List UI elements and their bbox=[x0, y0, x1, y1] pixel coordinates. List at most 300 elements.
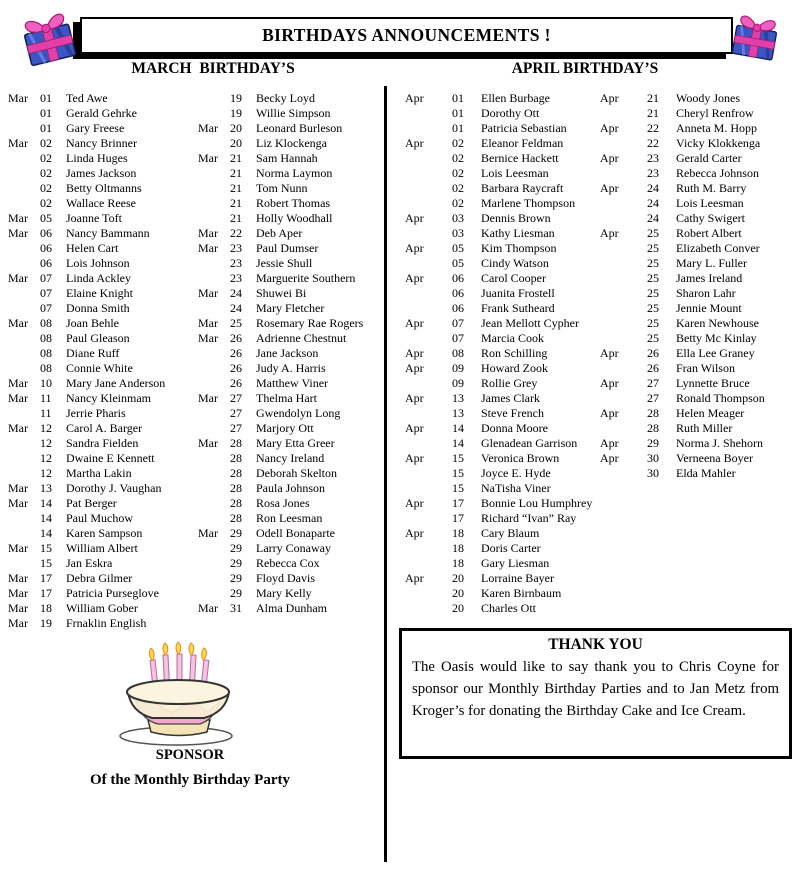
person-name: Marjory Ott bbox=[256, 421, 314, 435]
person-name: Rosemary Rae Rogers bbox=[256, 316, 364, 330]
person-name: Patricia Purseglove bbox=[66, 586, 159, 600]
day-number: 13 bbox=[452, 391, 464, 405]
birthday-row bbox=[600, 421, 798, 436]
day-number: 02 bbox=[452, 196, 464, 210]
birthday-row bbox=[600, 271, 798, 286]
gift-icon bbox=[724, 4, 788, 68]
month-label bbox=[198, 106, 230, 121]
day-number: 20 bbox=[230, 136, 242, 150]
day-number: 29 bbox=[230, 526, 242, 540]
day-number: 09 bbox=[452, 376, 464, 390]
person-name: Marlene Thompson bbox=[481, 196, 576, 210]
day-number: 02 bbox=[40, 151, 52, 165]
birthday-row bbox=[198, 211, 384, 226]
day-number: 26 bbox=[230, 346, 242, 360]
day-number: 12 bbox=[40, 436, 52, 450]
day-number: 12 bbox=[40, 451, 52, 465]
birthday-row bbox=[600, 181, 798, 196]
birthday-row bbox=[405, 121, 599, 136]
month-label bbox=[405, 196, 452, 211]
month-label: Mar bbox=[198, 151, 218, 165]
day-number: 25 bbox=[647, 286, 659, 300]
month-label bbox=[8, 181, 40, 196]
birthday-row bbox=[600, 256, 798, 271]
day-number: 02 bbox=[452, 136, 464, 150]
month-label: Apr bbox=[405, 391, 424, 405]
birthday-row bbox=[405, 481, 599, 496]
person-name: Gary Liesman bbox=[481, 556, 550, 570]
person-name: Donna Smith bbox=[66, 301, 130, 315]
person-name: Nancy Brinner bbox=[66, 136, 137, 150]
day-number: 26 bbox=[647, 361, 659, 375]
title-banner bbox=[80, 17, 733, 54]
day-number: 05 bbox=[452, 241, 464, 255]
birthday-row bbox=[405, 406, 599, 421]
birthday-row bbox=[8, 121, 198, 136]
person-name: Lynnette Bruce bbox=[676, 376, 750, 390]
birthday-row bbox=[198, 346, 384, 361]
day-number: 01 bbox=[40, 121, 52, 135]
day-number: 08 bbox=[40, 361, 52, 375]
birthday-row bbox=[8, 421, 198, 436]
person-name: Floyd Davis bbox=[256, 571, 316, 585]
month-label bbox=[600, 466, 647, 481]
birthday-row bbox=[8, 91, 198, 106]
month-label bbox=[198, 496, 230, 511]
person-name: Mary Jane Anderson bbox=[66, 376, 166, 390]
month-label bbox=[8, 556, 40, 571]
month-label bbox=[600, 271, 647, 286]
day-number: 25 bbox=[647, 241, 659, 255]
person-name: Norma J. Shehorn bbox=[676, 436, 763, 450]
birthday-row bbox=[405, 301, 599, 316]
month-label bbox=[405, 586, 452, 601]
day-number: 06 bbox=[40, 256, 52, 270]
month-label bbox=[198, 541, 230, 556]
day-number: 02 bbox=[452, 166, 464, 180]
month-label bbox=[198, 166, 230, 181]
day-number: 21 bbox=[230, 211, 242, 225]
birthday-row bbox=[198, 136, 384, 151]
person-name: Rosa Jones bbox=[256, 496, 310, 510]
month-label: Mar bbox=[8, 586, 28, 600]
day-number: 27 bbox=[647, 391, 659, 405]
person-name: Doris Carter bbox=[481, 541, 541, 555]
day-number: 25 bbox=[647, 256, 659, 270]
birthday-row bbox=[8, 346, 198, 361]
person-name: Deborah Skelton bbox=[256, 466, 337, 480]
person-name: Helen Cart bbox=[66, 241, 119, 255]
day-number: 14 bbox=[452, 436, 464, 450]
month-label bbox=[405, 481, 452, 496]
person-name: Debra Gilmer bbox=[66, 571, 133, 585]
birthday-row bbox=[8, 556, 198, 571]
day-number: 11 bbox=[40, 391, 52, 405]
day-number: 18 bbox=[452, 541, 464, 555]
birthday-row bbox=[405, 526, 599, 541]
birthday-row bbox=[198, 421, 384, 436]
month-label bbox=[405, 301, 452, 316]
person-name: Wallace Reese bbox=[66, 196, 136, 210]
person-name: Joanne Toft bbox=[66, 211, 122, 225]
day-number: 12 bbox=[40, 466, 52, 480]
birthday-row bbox=[405, 466, 599, 481]
month-label bbox=[198, 346, 230, 361]
person-name: Glenadean Garrison bbox=[481, 436, 578, 450]
month-label bbox=[198, 586, 230, 601]
person-name: James Clark bbox=[481, 391, 540, 405]
person-name: Cheryl Renfrow bbox=[676, 106, 754, 120]
month-label bbox=[8, 286, 40, 301]
month-label bbox=[600, 196, 647, 211]
person-name: Cathy Swigert bbox=[676, 211, 745, 225]
month-label bbox=[8, 151, 40, 166]
month-label: Mar bbox=[8, 316, 28, 330]
birthday-row bbox=[600, 316, 798, 331]
person-name: Ellen Burbage bbox=[481, 91, 550, 105]
birthday-row bbox=[198, 406, 384, 421]
birthday-row bbox=[405, 151, 599, 166]
month-label bbox=[600, 106, 647, 121]
birthday-row bbox=[600, 286, 798, 301]
month-label bbox=[198, 466, 230, 481]
page-title: BIRTHDAYS ANNOUNCEMENTS ! bbox=[262, 25, 551, 45]
birthday-row bbox=[198, 196, 384, 211]
birthday-row bbox=[198, 556, 384, 571]
birthday-row bbox=[198, 256, 384, 271]
day-number: 07 bbox=[40, 286, 52, 300]
day-number: 26 bbox=[230, 361, 242, 375]
day-number: 24 bbox=[230, 286, 242, 300]
thank-you-body: The Oasis would like to say thank you to Chris Coyne for sponsor our Monthly Birthday Parties and to Jan Metz from Kroger’s for donating the Birthday Cake and Ice Cream. bbox=[412, 659, 779, 719]
birthday-row bbox=[405, 256, 599, 271]
day-number: 22 bbox=[647, 121, 659, 135]
birthday-row bbox=[198, 481, 384, 496]
birthday-row bbox=[405, 196, 599, 211]
birthday-row bbox=[8, 151, 198, 166]
month-label: Apr bbox=[405, 526, 424, 540]
day-number: 05 bbox=[452, 256, 464, 270]
birthday-row bbox=[8, 316, 198, 331]
day-number: 07 bbox=[452, 331, 464, 345]
month-label bbox=[600, 256, 647, 271]
birthday-row bbox=[405, 571, 599, 586]
person-name: NaTisha Viner bbox=[481, 481, 551, 495]
person-name: Bernice Hackett bbox=[481, 151, 559, 165]
month-label: Mar bbox=[198, 391, 218, 405]
day-number: 27 bbox=[230, 406, 242, 420]
person-name: Patricia Sebastian bbox=[481, 121, 567, 135]
thank-you-box bbox=[399, 628, 792, 759]
birthday-row bbox=[405, 211, 599, 226]
month-label bbox=[198, 181, 230, 196]
day-number: 24 bbox=[647, 211, 659, 225]
month-label bbox=[8, 466, 40, 481]
day-number: 06 bbox=[452, 271, 464, 285]
birthday-row bbox=[198, 361, 384, 376]
person-name: Cindy Watson bbox=[481, 256, 549, 270]
month-label bbox=[405, 511, 452, 526]
birthday-row bbox=[405, 166, 599, 181]
person-name: Rebecca Cox bbox=[256, 556, 320, 570]
month-label: Mar bbox=[198, 601, 218, 615]
birthday-row bbox=[198, 541, 384, 556]
month-label bbox=[198, 451, 230, 466]
birthday-row bbox=[198, 286, 384, 301]
day-number: 21 bbox=[647, 106, 659, 120]
month-label: Mar bbox=[8, 91, 28, 105]
person-name: Jerrie Pharis bbox=[66, 406, 126, 420]
birthday-row bbox=[198, 571, 384, 586]
month-label: Mar bbox=[8, 391, 28, 405]
person-name: Becky Loyd bbox=[256, 91, 315, 105]
month-label: Apr bbox=[600, 226, 619, 240]
month-label bbox=[600, 316, 647, 331]
day-number: 15 bbox=[452, 451, 464, 465]
person-name: Mary Fletcher bbox=[256, 301, 325, 315]
person-name: Verneena Boyer bbox=[676, 451, 753, 465]
birthday-row bbox=[8, 301, 198, 316]
birthday-row bbox=[405, 136, 599, 151]
month-label: Mar bbox=[8, 541, 28, 555]
birthday-row bbox=[600, 151, 798, 166]
day-number: 28 bbox=[230, 511, 242, 525]
birthday-row bbox=[405, 241, 599, 256]
month-label: Mar bbox=[198, 121, 218, 135]
day-number: 11 bbox=[40, 406, 52, 420]
month-label bbox=[198, 376, 230, 391]
person-name: Nancy Ireland bbox=[256, 451, 325, 465]
month-label bbox=[600, 211, 647, 226]
day-number: 06 bbox=[40, 241, 52, 255]
person-name: Judy A. Harris bbox=[256, 361, 326, 375]
person-name: Rollie Grey bbox=[481, 376, 538, 390]
day-number: 30 bbox=[647, 466, 659, 480]
april-birthday-list-2 bbox=[600, 91, 798, 481]
day-number: 19 bbox=[230, 91, 242, 105]
birthday-row bbox=[198, 121, 384, 136]
month-label bbox=[8, 106, 40, 121]
birthday-row bbox=[198, 331, 384, 346]
birthday-row bbox=[600, 361, 798, 376]
person-name: Mary Etta Greer bbox=[256, 436, 335, 450]
person-name: Ron Schilling bbox=[481, 346, 548, 360]
birthday-row bbox=[198, 586, 384, 601]
day-number: 19 bbox=[40, 616, 52, 630]
person-name: Sam Hannah bbox=[256, 151, 318, 165]
day-number: 25 bbox=[647, 316, 659, 330]
person-name: Odell Bonaparte bbox=[256, 526, 335, 540]
day-number: 27 bbox=[230, 421, 242, 435]
month-label: Apr bbox=[405, 346, 424, 360]
month-label bbox=[405, 151, 452, 166]
day-number: 01 bbox=[452, 106, 464, 120]
birthday-row bbox=[198, 466, 384, 481]
birthday-row bbox=[405, 226, 599, 241]
person-name: Kim Thompson bbox=[481, 241, 557, 255]
person-name: Helen Meager bbox=[676, 406, 745, 420]
month-label bbox=[8, 256, 40, 271]
birthday-row bbox=[405, 316, 599, 331]
person-name: Frnaklin English bbox=[66, 616, 147, 630]
person-name: William Gober bbox=[66, 601, 138, 615]
month-label bbox=[405, 181, 452, 196]
day-number: 22 bbox=[647, 136, 659, 150]
person-name: Ruth Miller bbox=[676, 421, 733, 435]
person-name: Karen Birnbaum bbox=[481, 586, 562, 600]
month-label: Apr bbox=[405, 136, 424, 150]
person-name: Matthew Viner bbox=[256, 376, 329, 390]
day-number: 23 bbox=[647, 151, 659, 165]
birthday-row bbox=[600, 346, 798, 361]
person-name: Barbara Raycraft bbox=[481, 181, 564, 195]
day-number: 01 bbox=[452, 121, 464, 135]
birthday-row bbox=[405, 496, 599, 511]
month-label bbox=[8, 301, 40, 316]
birthday-row bbox=[405, 346, 599, 361]
day-number: 08 bbox=[40, 331, 52, 345]
day-number: 29 bbox=[230, 571, 242, 585]
person-name: Carol Cooper bbox=[481, 271, 546, 285]
month-label: Apr bbox=[405, 451, 424, 465]
month-label bbox=[600, 286, 647, 301]
month-label: Apr bbox=[405, 316, 424, 330]
person-name: Paul Gleason bbox=[66, 331, 130, 345]
day-number: 14 bbox=[40, 496, 52, 510]
person-name: Veronica Brown bbox=[481, 451, 560, 465]
month-label bbox=[405, 466, 452, 481]
birthday-row bbox=[8, 226, 198, 241]
day-number: 27 bbox=[230, 391, 242, 405]
birthday-row bbox=[600, 406, 798, 421]
birthday-row bbox=[198, 241, 384, 256]
person-name: Carol A. Barger bbox=[66, 421, 143, 435]
person-name: Sharon Lahr bbox=[676, 286, 736, 300]
month-label: Mar bbox=[8, 211, 28, 225]
month-label bbox=[8, 526, 40, 541]
day-number: 20 bbox=[452, 601, 464, 615]
person-name: Karen Newhouse bbox=[676, 316, 759, 330]
month-label bbox=[600, 391, 647, 406]
birthday-row bbox=[8, 451, 198, 466]
person-name: Sandra Fielden bbox=[66, 436, 139, 450]
month-label bbox=[8, 331, 40, 346]
day-number: 28 bbox=[647, 406, 659, 420]
day-number: 25 bbox=[647, 301, 659, 315]
month-label bbox=[198, 361, 230, 376]
birthday-row bbox=[198, 166, 384, 181]
birthday-row bbox=[198, 376, 384, 391]
day-number: 25 bbox=[647, 331, 659, 345]
month-label bbox=[8, 511, 40, 526]
month-label bbox=[198, 256, 230, 271]
person-name: Dwaine E Kennett bbox=[66, 451, 155, 465]
thank-you-title: THANK YOU bbox=[548, 636, 643, 653]
birthday-row bbox=[198, 526, 384, 541]
person-name: Lorraine Bayer bbox=[481, 571, 554, 585]
birthday-row bbox=[198, 91, 384, 106]
march-birthday-list-2 bbox=[198, 91, 384, 616]
person-name: Mary L. Fuller bbox=[676, 256, 747, 270]
day-number: 18 bbox=[40, 601, 52, 615]
day-number: 14 bbox=[452, 421, 464, 435]
month-label: Mar bbox=[8, 481, 28, 495]
person-name: Donna Moore bbox=[481, 421, 548, 435]
day-number: 01 bbox=[40, 106, 52, 120]
day-number: 08 bbox=[40, 316, 52, 330]
birthday-cake-icon bbox=[100, 640, 260, 753]
person-name: Howard Zook bbox=[481, 361, 548, 375]
month-label bbox=[600, 361, 647, 376]
birthday-row bbox=[8, 376, 198, 391]
birthday-row bbox=[198, 601, 384, 616]
birthday-row bbox=[600, 241, 798, 256]
birthday-row bbox=[198, 271, 384, 286]
birthday-row bbox=[600, 376, 798, 391]
day-number: 06 bbox=[452, 286, 464, 300]
birthday-row bbox=[405, 421, 599, 436]
person-name: Ruth M. Barry bbox=[676, 181, 747, 195]
birthday-row bbox=[8, 241, 198, 256]
person-name: Leonard Burleson bbox=[256, 121, 343, 135]
birthday-row bbox=[8, 286, 198, 301]
day-number: 28 bbox=[230, 481, 242, 495]
day-number: 14 bbox=[40, 526, 52, 540]
day-number: 02 bbox=[40, 166, 52, 180]
birthday-row bbox=[8, 481, 198, 496]
day-number: 08 bbox=[40, 346, 52, 360]
person-name: Paul Dumser bbox=[256, 241, 319, 255]
day-number: 31 bbox=[230, 601, 242, 615]
birthday-row bbox=[600, 136, 798, 151]
month-label bbox=[8, 166, 40, 181]
birthday-row bbox=[8, 466, 198, 481]
day-number: 07 bbox=[452, 316, 464, 330]
month-label: Apr bbox=[405, 571, 424, 585]
month-label bbox=[198, 481, 230, 496]
person-name: Shuwei Bi bbox=[256, 286, 307, 300]
person-name: Fran Wilson bbox=[676, 361, 735, 375]
day-number: 15 bbox=[452, 466, 464, 480]
person-name: Ted Awe bbox=[66, 91, 108, 105]
day-number: 29 bbox=[647, 436, 659, 450]
month-label bbox=[198, 136, 230, 151]
month-label bbox=[198, 556, 230, 571]
birthday-row bbox=[8, 181, 198, 196]
day-number: 13 bbox=[452, 406, 464, 420]
day-number: 21 bbox=[647, 91, 659, 105]
day-number: 21 bbox=[230, 166, 242, 180]
person-name: Jennie Mount bbox=[676, 301, 742, 315]
birthday-row bbox=[405, 286, 599, 301]
day-number: 05 bbox=[40, 211, 52, 225]
month-label bbox=[600, 136, 647, 151]
day-number: 29 bbox=[230, 556, 242, 570]
birthday-row bbox=[405, 271, 599, 286]
day-number: 25 bbox=[230, 316, 242, 330]
month-label bbox=[198, 571, 230, 586]
person-name: Joan Behle bbox=[66, 316, 119, 330]
day-number: 26 bbox=[647, 346, 659, 360]
month-label: Apr bbox=[600, 121, 619, 135]
day-number: 21 bbox=[230, 181, 242, 195]
birthday-row bbox=[405, 361, 599, 376]
day-number: 20 bbox=[452, 571, 464, 585]
month-label: Apr bbox=[405, 271, 424, 285]
birthday-row bbox=[8, 601, 198, 616]
day-number: 28 bbox=[230, 451, 242, 465]
day-number: 07 bbox=[40, 301, 52, 315]
